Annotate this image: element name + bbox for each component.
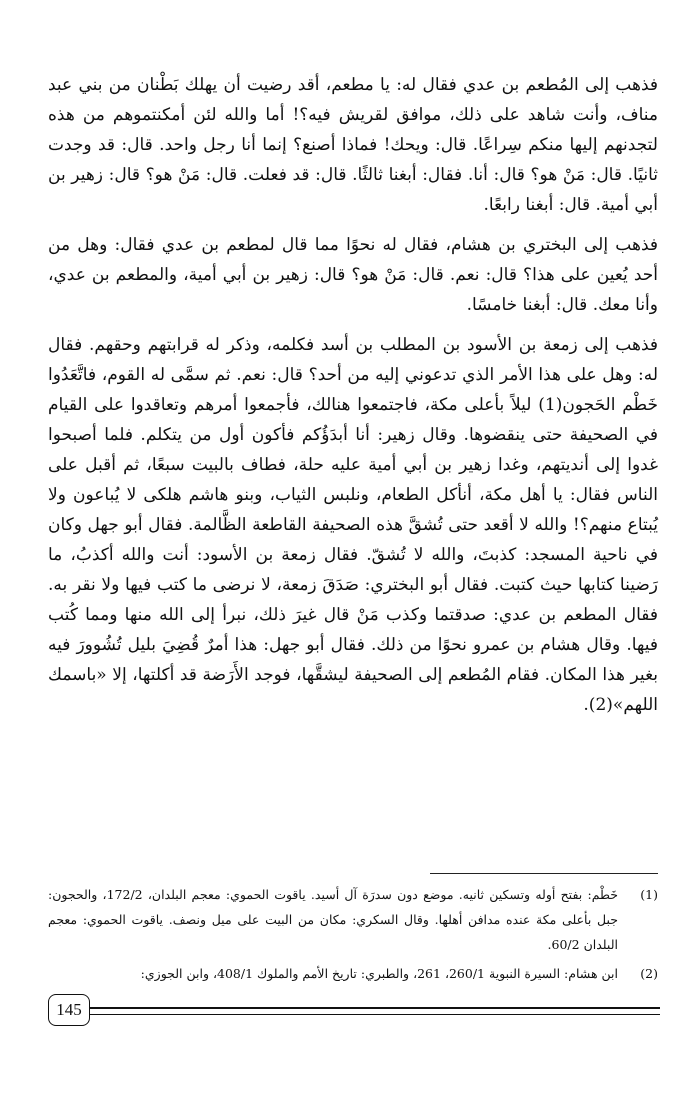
footer-rule-thick [88,1007,660,1009]
main-text [48,70,658,730]
footnote-text: ابن هشام: السيرة النبوية 260/1، 261، والطبري: تاريخ الأمم والملوك 408/1، وابن الجوزي: [140,966,618,981]
footer-rule-thin [88,1014,660,1015]
footnote-text: خَطْم: بفتح أوله وتسكين ثانيه. موضع دون سدرَة آل أسيد. ياقوت الحموي: معجم البلدان، 172/2، والحجون: جبل بأعلى مكة عنده مدافن أهلها. وقال السكري: مكان من البيت على ميل ونصف. ياقوت الحموي: معجم البلدان 60/2. [48,887,619,952]
page-footer [48,994,660,1028]
paragraph-zamaa: فذهب إلى زمعة بن الأسود بن المطلب بن أسد فكلمه، وذكر له قرابتهم وحقهم. فقال له: وهل على هذا الأمر الذي تدعوني إليه من أحد؟ قال: نعم. ثم سمَّى له القوم، فاتَّعَدُوا خَطْم الحَجون(1) ليلاً بأعلى مكة، فاجتمعوا هنالك، فأجمعوا أمرهم وتعاقدوا على القيام في الصحيفة حتى ينقضوها. وقال زهير: أنا أبدَؤُكم فأكون أول من يتكلم. فلما أصبحوا غدوا إلى أنديتهم، وغدا زهير بن أبي أمية عليه حلة، فطاف بالبيت سبعًا، ثم أقبل على الناس فقال: يا أهل مكة، أنأكل الطعام، ونلبس الثياب، وبنو هاشم هلكى لا يُباعون ولا يُبتاع منهم؟! والله لا أقعد حتى تُشقَّ هذه الصحيفة القاطعة الظَّالمة. فقال أبو جهل وكان في ناحية المسجد: كذبتَ، والله لا تُشقّ. فقال زمعة بن الأسود: أنت والله أكذبُ، ما رَضينا كتابها حيث كتبت. فقال أبو البختري: صَدَقَ زمعة، لا نرضى ما كتب فيها ولا نقر به. فقال المطعم بن عدي: صدقتما وكذب مَنْ قال غيرَ ذلك، نبرأ إلى الله منها ومما كُتب فيها. وقال هشام بن عمرو نحوًا من ذلك. فقال أبو جهل: هذا أمرٌ قُضِيَ بليل تُشُوورَ فيه بغير هذا المكان. فقام المُطعم إلى الصحيفة ليشقَّها، فوجد الأَرَضة قد أكلتها، إلا «باسمك اللهم»(2). [48,335,658,715]
paragraph-bakhtari: فذهب إلى البختري بن هشام، فقال له نحوًا مما قال لمطعم بن عدي فقال: وهل من أحد يُعين على هذا؟ قال: نعم. قال: مَنْ هو؟ قال: زهير بن أبي أمية، والمطعم بن عدي، وأنا معك. قال: أبغنا خامسًا. [48,235,658,315]
footnote-number: (1) [640,887,658,902]
footnotes [48,882,658,990]
paragraph-mutim: فذهب إلى المُطعم بن عدي فقال له: يا مطعم، أقد رضيت أن يهلك بَطْنان من بني عبد مناف، وأنت شاهد على ذلك، موافق لقريش فيه؟! أما والله لئن أمكنتموهم من هذه لتجدنهم إليها منكم سِراعًا. قال: ويحك! فماذا أصنع؟ إنما أنا رجل واحد. قال: قد وجدت ثانيًا. قال: مَنْ هو؟ قال: أنا. فقال: أبغنا ثالثًا. قال: قد فعلت. قال: مَنْ هو؟ قال: زهير بن أبي أمية. قال: أبغنا رابعًا. [48,75,658,215]
footnote-1 [48,882,658,957]
page-number: 145 [48,994,90,1026]
footnote-separator [430,873,658,874]
footnote-2 [48,961,658,986]
footnote-number: (2) [640,966,658,981]
